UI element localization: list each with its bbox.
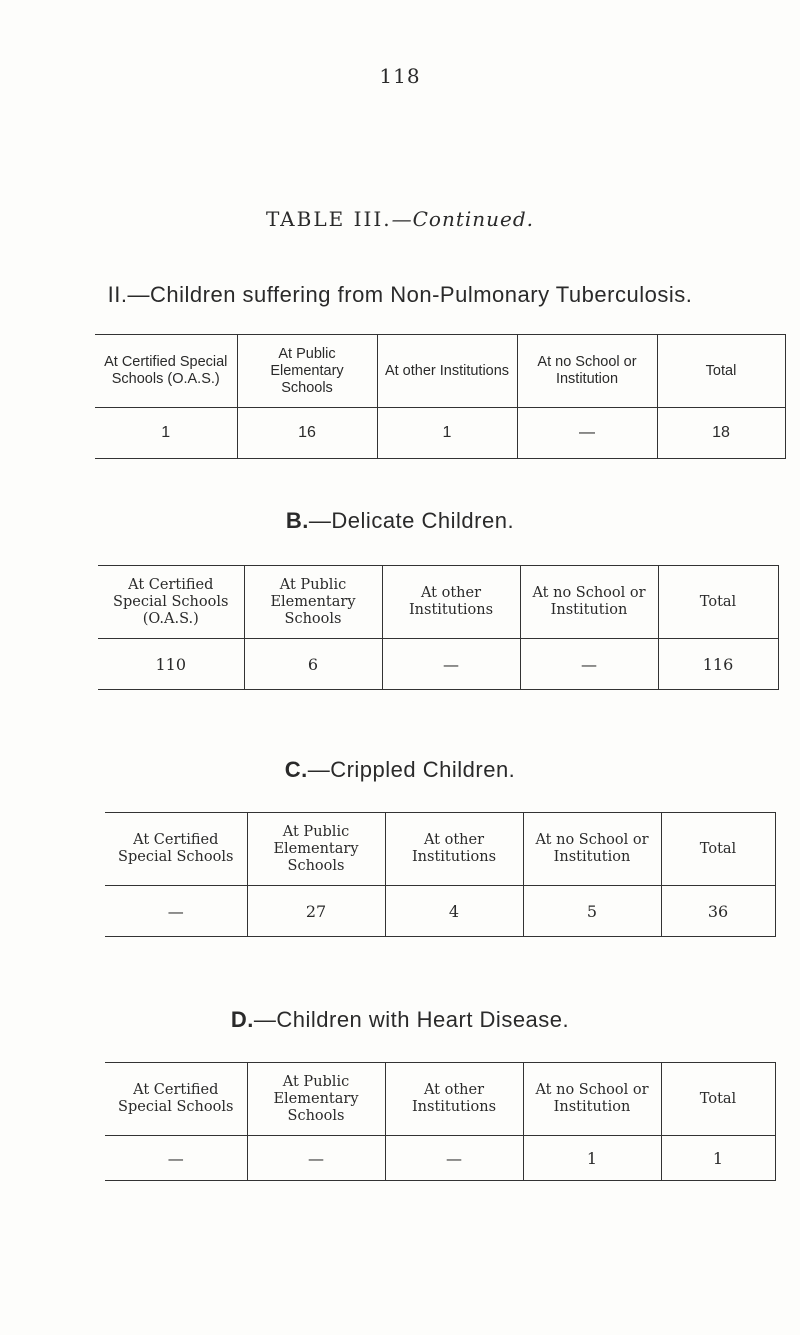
section-title: —Children suffering from Non-Pulmonary Tuberculosis. (127, 282, 693, 307)
column-header: At Public Elementary Schools (247, 1063, 385, 1136)
table-row (105, 1136, 775, 1181)
table-cell: 1 (661, 1136, 775, 1181)
section-letter: B. (285, 508, 309, 533)
table-cell: 1 (95, 408, 237, 459)
table-cell: 1 (523, 1136, 661, 1181)
table-title (0, 207, 800, 231)
page-number: 118 (379, 64, 421, 88)
column-header: At Public Elementary Schools (237, 335, 377, 408)
table-cell: 27 (247, 886, 385, 937)
table-cell: — (517, 408, 657, 459)
column-header: Total (658, 566, 778, 639)
column-header: Total (657, 335, 785, 408)
table-heart-disease (105, 1062, 776, 1181)
table-row (98, 639, 778, 690)
table-cell: — (105, 1136, 247, 1181)
table-cell: — (520, 639, 658, 690)
table-cell: 110 (98, 639, 244, 690)
table-cell: 18 (657, 408, 785, 459)
column-header: Total (661, 1063, 775, 1136)
table-cell: 36 (661, 886, 775, 937)
section-heading-heart-disease (0, 1007, 800, 1033)
column-header: At other Institutions (382, 566, 520, 639)
section-letter: II. (107, 282, 128, 307)
section-title: —Children with Heart Disease. (253, 1007, 570, 1032)
table-cell: — (385, 1136, 523, 1181)
table-title-main: TABLE III. (265, 207, 392, 231)
table-tuberculosis (95, 334, 786, 459)
table-cell: 116 (658, 639, 778, 690)
table-cell: 16 (237, 408, 377, 459)
column-header: At no School or Institution (523, 813, 661, 886)
table-cell: 4 (385, 886, 523, 937)
table-title-suffix: —Continued. (391, 207, 535, 231)
column-header: Total (661, 813, 775, 886)
section-heading-delicate (0, 508, 800, 534)
table-crippled (105, 812, 776, 937)
column-header: At Public Elementary Schools (244, 566, 382, 639)
table-cell: — (382, 639, 520, 690)
column-header: At other Institutions (385, 813, 523, 886)
column-header: At other Institutions (385, 1063, 523, 1136)
section-letter: C. (284, 757, 308, 782)
column-header: At no School or Institution (523, 1063, 661, 1136)
table-row (95, 408, 785, 459)
table-delicate (98, 565, 779, 690)
table-cell: 1 (377, 408, 517, 459)
table-row (105, 886, 775, 937)
column-header: At other Institutions (377, 335, 517, 408)
column-header: At Certified Special Schools (O.A.S.) (98, 566, 244, 639)
column-header: At no School or Institution (520, 566, 658, 639)
header-row (105, 1063, 775, 1136)
section-heading-tuberculosis (0, 282, 800, 308)
section-heading-crippled (0, 757, 800, 783)
header-row (105, 813, 775, 886)
column-header: At Public Elementary Schools (247, 813, 385, 886)
table-cell: — (105, 886, 247, 937)
column-header: At Certified Special Schools (O.A.S.) (95, 335, 237, 408)
header-row (98, 566, 778, 639)
section-letter: D. (230, 1007, 254, 1032)
section-title: —Crippled Children. (307, 757, 516, 782)
column-header: At no School or Institution (517, 335, 657, 408)
column-header: At Certified Special Schools (105, 813, 247, 886)
table-cell: 6 (244, 639, 382, 690)
table-cell: — (247, 1136, 385, 1181)
table-cell: 5 (523, 886, 661, 937)
column-header: At Certified Special Schools (105, 1063, 247, 1136)
header-row (95, 335, 785, 408)
section-title: —Delicate Children. (308, 508, 515, 533)
